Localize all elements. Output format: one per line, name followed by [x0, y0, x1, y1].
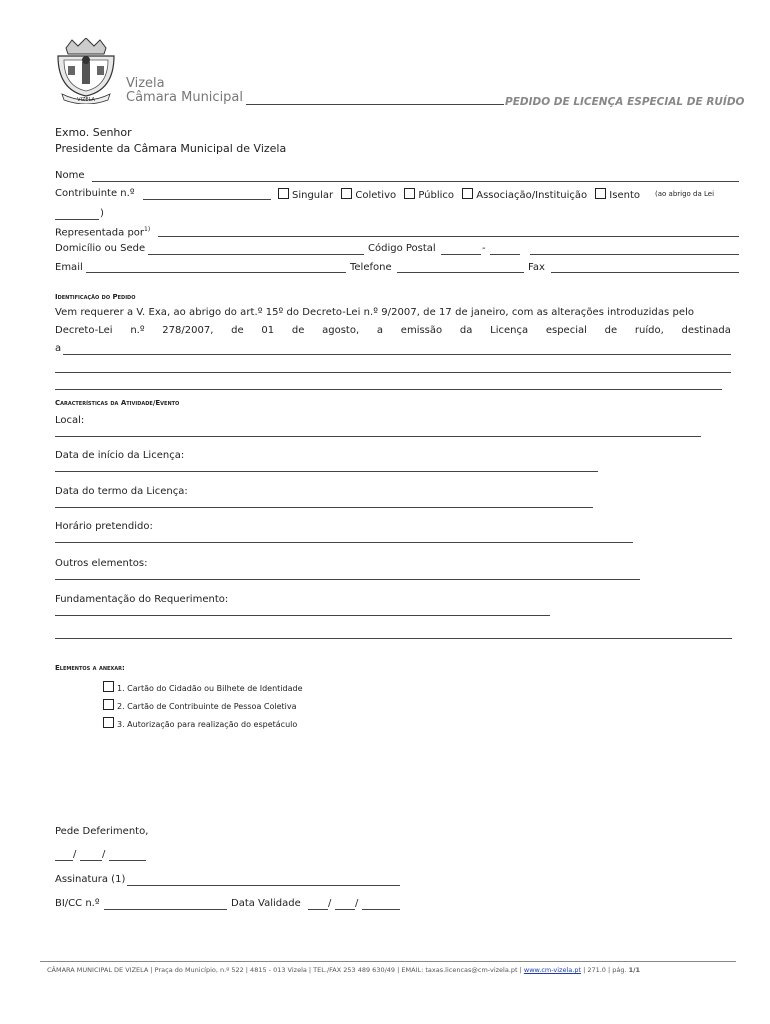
caracteristicas-heading: Características da Atividade/Evento [55, 399, 180, 407]
domicilio-label: Domicílio ou Sede [55, 243, 146, 254]
word: a [376, 325, 384, 336]
anexo-item-1[interactable]: 1. Cartão do Cidadão ou Bilhete de Identidade [103, 681, 303, 693]
word: 01 [261, 325, 275, 336]
word: Licença [490, 325, 529, 336]
checkbox-anexo-3[interactable] [103, 717, 114, 728]
bicc-field[interactable] [104, 909, 227, 910]
pedido-text-line2 [55, 325, 731, 336]
data-inicio-label: Data de início da Licença: [55, 450, 185, 461]
isento-note-close: ) [100, 208, 104, 219]
option-publico[interactable]: Público [404, 190, 454, 201]
fundamentacao-field-1[interactable] [55, 615, 550, 616]
checkbox-publico[interactable] [404, 188, 415, 199]
date-separator-1: / [73, 849, 77, 860]
representada-label: Representada por$^{1)}$ [55, 226, 151, 239]
page-number: 1/1 [628, 966, 641, 974]
contribuinte-label: Contribuinte n.º [55, 188, 135, 199]
contribuinte-field[interactable] [143, 199, 271, 200]
horario-label: Horário pretendido: [55, 521, 153, 532]
word: Decreto-Lei [55, 325, 113, 336]
assinatura-label: Assinatura (1) [55, 874, 126, 885]
date-day-field[interactable] [55, 860, 73, 861]
word: de [291, 325, 305, 336]
checkbox-isento[interactable] [595, 188, 606, 199]
date-year-field[interactable] [109, 860, 146, 861]
footer-rule [40, 961, 736, 962]
checkbox-anexo-1[interactable] [103, 681, 114, 692]
localidade-field[interactable] [530, 254, 739, 255]
word: ruído, [634, 325, 664, 336]
anexo-item-3[interactable]: 3. Autorização para realização do espetáculo [103, 717, 297, 729]
word: n.º [130, 325, 145, 336]
option-singular[interactable]: Singular [278, 190, 333, 201]
local-field[interactable] [55, 436, 701, 437]
nome-label: Nome [55, 170, 85, 181]
fax-label: Fax [528, 262, 545, 273]
codigo-postal-separator: - [482, 243, 486, 254]
option-associacao[interactable]: Associação/Instituição [462, 190, 587, 201]
validade-day-field[interactable] [308, 909, 328, 910]
destino-field-3[interactable] [55, 389, 722, 390]
word: da [459, 325, 473, 336]
org-subtitle: Câmara Municipal [126, 90, 244, 105]
destino-field-1[interactable] [63, 354, 731, 355]
addressee-salutation: Exmo. Senhor [55, 126, 132, 139]
entity-type-options [278, 188, 640, 201]
pedido-heading: Identificação do Pedido [55, 293, 136, 301]
municipal-crest-logo [52, 38, 120, 104]
assinatura-field[interactable] [127, 885, 400, 886]
isento-note: (ao abrigo da Lei [655, 190, 715, 198]
pedido-text-line3: a [55, 343, 62, 354]
footer-contact: CÂMARA MUNICIPAL DE VIZELA | Praça do Município, n.º 522 | 4815 - 013 Vizela | TEL./FAX 253 489 630/49 | EMAIL: taxas.licencas@cm-vizela.pt | [47, 966, 522, 974]
word: destinada [681, 325, 731, 336]
checkbox-associacao[interactable] [462, 188, 473, 199]
codigo-postal-label: Código Postal [368, 243, 436, 254]
footer-version: | 271.0 | pág. [583, 966, 627, 974]
word: de [604, 325, 618, 336]
anexo-item-2[interactable]: 2. Cartão de Contribuinte de Pessoa Coletiva [103, 699, 297, 711]
option-coletivo[interactable]: Coletivo [341, 190, 396, 201]
validade-separator-2: / [355, 898, 359, 909]
header-rule [246, 104, 504, 105]
representada-field[interactable] [158, 236, 739, 237]
data-termo-label: Data do termo da Licença: [55, 486, 188, 497]
email-field[interactable] [86, 272, 346, 273]
local-label: Local: [55, 415, 85, 426]
outros-elementos-label: Outros elementos: [55, 558, 148, 569]
checkbox-anexo-2[interactable] [103, 699, 114, 710]
outros-elementos-field[interactable] [55, 579, 640, 580]
word: 278/2007, [162, 325, 214, 336]
isento-law-field[interactable] [55, 219, 99, 220]
fundamentacao-field-2[interactable] [55, 638, 732, 639]
addressee-title: Presidente da Câmara Municipal de Vizela [55, 142, 287, 155]
telefone-label: Telefone [350, 262, 392, 273]
word: especial [545, 325, 587, 336]
data-termo-field[interactable] [55, 507, 593, 508]
bicc-label: BI/CC n.º [55, 898, 100, 909]
checkbox-singular[interactable] [278, 188, 289, 199]
codigo-postal-field-2[interactable] [490, 254, 520, 255]
checkbox-coletivo[interactable] [341, 188, 352, 199]
word: agosto, [322, 325, 360, 336]
fax-field[interactable] [551, 272, 739, 273]
validade-separator-1: / [328, 898, 332, 909]
pede-deferimento: Pede Deferimento, [55, 826, 149, 837]
word: de [231, 325, 244, 336]
validade-year-field[interactable] [362, 909, 400, 910]
option-isento[interactable]: Isento [595, 190, 640, 201]
fundamentacao-label: Fundamentação do Requerimento: [55, 594, 229, 605]
date-month-field[interactable] [80, 860, 102, 861]
data-inicio-field[interactable] [55, 471, 598, 472]
domicilio-field[interactable] [148, 254, 364, 255]
codigo-postal-field-1[interactable] [441, 254, 481, 255]
destino-field-2[interactable] [55, 372, 731, 373]
org-name: Vizela [126, 76, 165, 91]
svg-text:VIZELA: VIZELA [77, 97, 95, 103]
telefone-field[interactable] [397, 272, 524, 273]
footer-text [47, 966, 640, 974]
word: emissão [400, 325, 443, 336]
data-validade-label: Data Validade [231, 898, 301, 909]
nome-field[interactable] [92, 181, 739, 182]
website-link[interactable]: www.cm-vizela.pt [523, 966, 581, 974]
horario-field[interactable] [55, 542, 633, 543]
pedido-text-line1: Vem requerer a V. Exa, ao abrigo do art.º 15º do Decreto-Lei n.º 9/2007, de 17 de janeiro, com as alterações introduzidas pelo [55, 307, 695, 318]
document-title: PEDIDO DE LICENÇA ESPECIAL DE RUÍDO [505, 96, 745, 108]
anexos-heading: Elementos a anexar: [55, 664, 125, 672]
validade-month-field[interactable] [335, 909, 355, 910]
date-separator-2: / [102, 849, 106, 860]
email-label: Email [55, 262, 83, 273]
